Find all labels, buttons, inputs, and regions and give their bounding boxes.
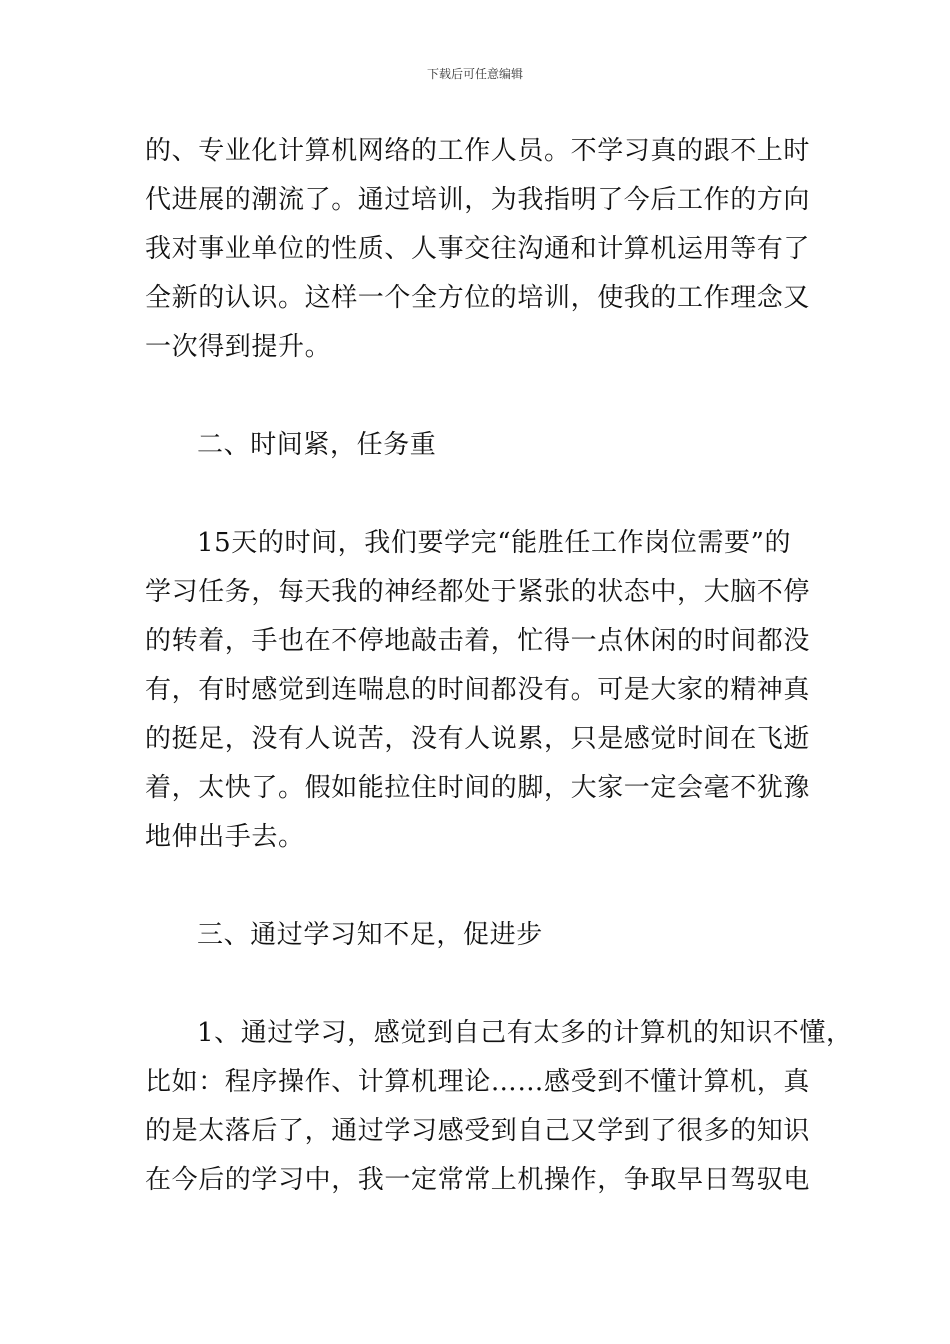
paragraph-line: 1、通过学习，感觉到自己有太多的计算机的知识不懂， <box>197 1018 853 1048</box>
paragraph-gap <box>145 470 825 519</box>
paragraph-line: 的挺足，没有人说苦，没有人说累，只是感觉时间在飞逝 <box>145 724 811 754</box>
paragraph-line: 15天的时间，我们要学完“能胜任工作岗位需要”的 <box>197 528 792 558</box>
paragraph-line: 我对事业单位的性质、人事交往沟通和计算机运用等有了 <box>145 234 811 264</box>
paragraph-line: 在今后的学习中，我一定常常上机操作，争取早日驾驭电 <box>145 1165 811 1195</box>
section-heading: 二、时间紧，任务重 <box>197 430 437 460</box>
paragraph-gap <box>145 862 825 911</box>
paragraph-line: 着，太快了。假如能拉住时间的脚，大家一定会毫不犹豫 <box>145 773 811 803</box>
document-body <box>145 127 853 1205</box>
page-header-note: 下载后可任意编辑 <box>426 67 523 81</box>
paragraph-line: 地伸出手去。 <box>145 822 305 852</box>
paragraph-line: 有，有时感觉到连喘息的时间都没有。可是大家的精神真 <box>145 675 811 705</box>
paragraph-line: 一次得到提升。 <box>145 332 332 362</box>
paragraph-gap <box>145 960 825 1009</box>
paragraph-line: 的、专业化计算机网络的工作人员。不学习真的跟不上时 <box>145 136 811 166</box>
section-heading: 三、通过学习知不足，促进步 <box>197 920 543 950</box>
paragraph-gap <box>145 372 825 421</box>
paragraph-line: 的转着，手也在不停地敲击着，忙得一点休闲的时间都没 <box>145 626 811 656</box>
paragraph-line: 代进展的潮流了。通过培训，为我指明了今后工作的方向 <box>145 185 811 215</box>
paragraph-line: 全新的认识。这样一个全方位的培训，使我的工作理念又 <box>145 283 811 313</box>
paragraph-line: 学习任务，每天我的神经都处于紧张的状态中，大脑不停 <box>145 577 811 607</box>
paragraph-line: 比如：程序操作、计算机理论……感受到不懂计算机，真 <box>145 1067 811 1097</box>
paragraph-line: 的是太落后了，通过学习感受到自己又学到了很多的知识 <box>145 1116 811 1146</box>
